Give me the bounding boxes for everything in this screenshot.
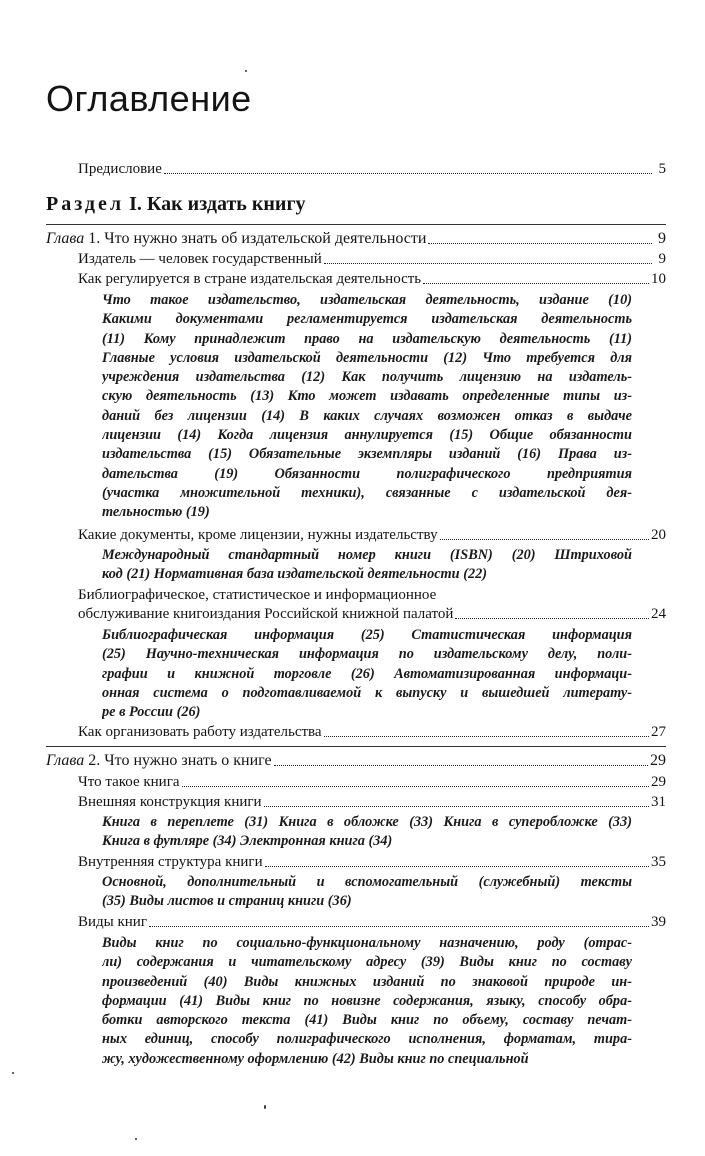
section-rule [46,224,666,225]
section-label: Раздел [46,193,125,215]
leader-dots [149,925,649,927]
toc-entry-label: Как регулируется в стране издательская деятельность [78,271,422,287]
subtopic-line: Международный стандартный номер книги (ISBN) (20) Штриховой [102,547,632,563]
toc-entry-page: 9 [658,251,666,267]
leader-dots [182,785,649,787]
toc-entry[interactable] [78,526,666,544]
toc-entry[interactable] [78,270,666,288]
toc-entry-label: Издатель — человек государственный [78,251,322,267]
toc-entry-label-line1: Библиографическое, статистическое и информационное [78,587,437,603]
page-title: Оглавление [46,78,252,119]
subtopic-line: Основной, дополнительный и вспомогательный (служебный) тексты [102,874,632,890]
subtopic-line: Библиографическая информация (25) Статистическая информация [102,627,632,643]
toc-entry-page: 10 [651,271,666,287]
scan-speck [135,1138,137,1140]
subtopic-line: Главные условия издательской деятельности (12) Что требуется для [102,349,632,366]
scan-speck [264,1105,266,1109]
toc-entry-label: Как организовать работу издательства [78,724,322,740]
subtopic-line: жу, художественному оформлению (42) Виды книг по специальной [102,1050,529,1067]
leader-dots [455,617,649,619]
toc-entry-page: 35 [651,854,666,870]
toc-entry-label: Внешняя конструкция книги [78,794,262,810]
section-heading [46,193,306,216]
toc-entry-page: 20 [651,527,666,543]
toc-subtopics [102,873,632,912]
toc-entry[interactable] [78,773,666,791]
leader-dots [324,262,652,264]
chapter-title: 2. Что нужно знать о книге [88,752,272,769]
toc-entry[interactable] [78,853,666,871]
subtopic-line: (35) Виды листов и страниц книги (36) [102,893,352,910]
toc-subtopics [102,934,632,1069]
toc-entry-page: 29 [650,752,666,769]
subtopic-line: код (21) Нормативная база издательской деятельности (22) [102,566,488,583]
toc-entry-page: 5 [658,161,666,177]
toc-entry-page: 9 [658,230,666,247]
leader-dots [423,282,649,284]
leader-dots [428,242,652,244]
chapter-prefix: Глава [46,230,85,247]
toc-entry-page: 39 [651,914,666,930]
subtopic-line: Виды книг по социально-функциональному назначению, роду (отрас- [102,935,632,951]
subtopic-line: (участка множительной техники), связанные с издательской дея- [102,484,632,501]
toc-entry-label: Предисловие [78,161,162,177]
toc-entry[interactable] [78,913,666,931]
leader-dots [274,764,648,766]
chapter-rule [46,746,666,747]
toc-subtopics [102,546,632,585]
toc-entry[interactable] [78,793,666,811]
leader-dots [265,865,649,867]
subtopic-line: ре в России (26) [102,704,201,721]
section-title: Как издать книгу [146,193,306,215]
toc-entry-label: Что такое книга [78,774,180,790]
toc-entry-label: Виды книг [78,914,147,930]
subtopic-line: произведений (40) Виды книжных изданий по знаковой природе ин- [102,973,632,990]
toc-entry[interactable] [78,250,666,268]
subtopic-line: дательства (19) Обязанности полиграфического предприятия [102,465,632,482]
toc-entry-label: Какие документы, кроме лицензии, нужны издательству [78,527,438,543]
leader-dots [264,805,649,807]
leader-dots [164,172,652,174]
toc-chapter-1[interactable] [46,230,666,248]
subtopic-line: Книга в футляре (34) Электронная книга (34) [102,833,393,850]
leader-dots [324,735,649,737]
chapter-title: 1. Что нужно знать об издательской деятельности [88,230,427,247]
subtopic-line: (11) Кому принадлежит право на издательскую деятельность (11) [102,330,632,347]
toc-entry-page: 24 [651,606,666,622]
subtopic-line: (25) Научно-техническая информация по издательскому делу, поли- [102,646,632,663]
toc-subtopics [102,291,632,523]
toc-entry-page: 29 [651,774,666,790]
subtopic-line: издательства (15) Обязательные экземпляры изданий (16) Права из- [102,446,632,463]
toc-chapter-2[interactable] [46,752,666,770]
subtopic-line: Какими документами регламентируется издательская деятельность [102,311,632,328]
subtopic-line: графии и книжной торговле (26) Автоматизированная информаци- [102,665,632,682]
subtopic-line: ли) содержания и читательскому адресу (39) Виды книг по составу [102,954,632,971]
subtopic-line: формации (41) Виды книг по новизне содержания, языку, способу обра- [102,992,632,1009]
chapter-prefix: Глава [46,752,85,769]
subtopic-line: ботки авторского текста (41) Виды книг по объему, составу печат- [102,1012,632,1029]
toc-subtopics [102,626,632,722]
subtopic-line: Что такое издательство, издательская деятельность, издание (10) [102,292,632,308]
subtopic-line: ных единиц, способу полиграфического исполнения, форматам, тира- [102,1031,632,1048]
scan-speck [245,70,247,72]
section-number: I. [129,193,142,215]
subtopic-line: даний без лицензии (14) В каких случаях возможен отказ в выдаче [102,407,632,424]
leader-dots [440,538,649,540]
subtopic-line: Книга в переплете (31) Книга в обложке (33) Книга в суперобложке (33) [102,814,632,830]
subtopic-line: онная система о подготавливаемой к выпуску и вышедшей литерату- [102,684,632,701]
toc-entry[interactable] [78,723,666,741]
subtopic-line: скую деятельность (13) Кто может издавать определенные типы из- [102,388,632,405]
toc-subtopics [102,813,632,852]
toc-entry-page: 31 [651,794,666,810]
toc-entry-label: обслуживание книгоиздания Российской книжной палатой [78,606,454,622]
subtopic-line: тельностью (19) [102,504,210,521]
scan-speck [12,1072,14,1074]
toc-entry-page: 27 [651,724,666,740]
subtopic-line: учреждения издательства (12) Как получить лицензию на издатель- [102,369,632,386]
subtopic-line: лицензии (14) Когда лицензия аннулируется (15) Общие обязанности [102,427,632,444]
toc-entry-preface[interactable] [78,160,666,178]
toc-entry-label: Внутренняя структура книги [78,854,263,870]
toc-entry[interactable] [78,605,666,623]
